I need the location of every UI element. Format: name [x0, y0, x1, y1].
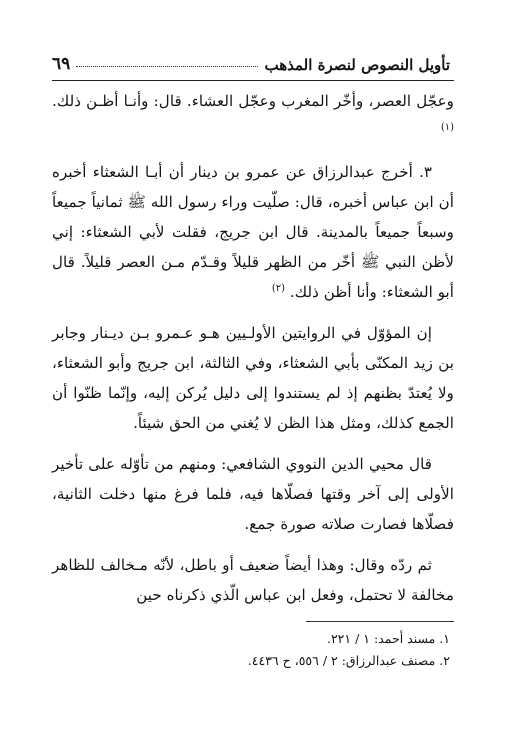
- footnote-reference: (٢): [271, 282, 286, 294]
- paragraph: [52, 318, 454, 438]
- header-rule: [52, 80, 454, 81]
- running-header-title: تأويل النصوص لنصرة المذهب: [264, 56, 450, 74]
- footnote-reference: (١): [440, 121, 454, 133]
- footnote: ٢. مصنف عبدالرزاق: ٢ / ٥٥٦، ح ٤٤٣٦.: [247, 653, 450, 668]
- page-body: [52, 86, 454, 621]
- footnote-separator: [306, 621, 454, 622]
- paragraph-text: ثم ردّه وقال: وهذا أيضاً ضعيف أو باطل، لأنّه مـخالف للظاهر مخالفة لا تحتمل، وفعل ابن عباس الّذي ذكرناه حين: [52, 556, 454, 604]
- paragraph: [52, 157, 454, 307]
- paragraph-text: ٣. أخرج عبدالرزاق عن عمرو بن دينار أن أبـا الشعثاء أخبره أن ابن عباس أخبره، قال: صلّيت وراء رسول الله ﷺ ثمانياً جميعاً وسبعاً جميعاً بالمدينة. قال ابن جريج، فقلت لأبي الشعثاء: إني لأظن النبي ﷺ أخّر من الظهر قليلاً وقـدّم مـن العصر قليلاً. قال أبو الشعثاء: وأنا أظن ذلك.: [52, 163, 454, 301]
- running-header: [52, 44, 450, 74]
- paragraph: [52, 550, 454, 610]
- footnotes: [52, 628, 450, 672]
- paragraph-text: إن المؤوّل في الروايتين الأولـيين هـو عـمرو بـن ديـنار وجابر بن زيد المكنّى بأبي الشعثاء، وفي الثالثة، ابن جريج وأبو الشعثاء، ولا يُعتدّ بظنهم إذ لم يستندوا إلى دليل يُركن إليه، وإنّما ظنّوا أن الجمع كذلك، ومثل هذا الظن لا يُغني من الحق شيئاً.: [52, 324, 454, 432]
- paragraph-text: قال محيي الدين النووي الشافعي: ومنهم من تأوّله على تأخير الأولى إلى آخر وقتها فصلّاها فيه، فلما فرغ منها دخلت الثانية، فصلّاها فصارت صلاته صورة جمع.: [52, 455, 454, 533]
- paragraph: [52, 86, 454, 146]
- paragraph: [52, 449, 454, 539]
- header-dot-leader: [76, 65, 258, 67]
- footnote: ١. مسند أحمد: ١ / ٢٢١.: [326, 631, 450, 646]
- paragraph-text: وعجّل العصر، وأخّر المغرب وعجّل العشاء. قال: وأنـا أظـن ذلك.: [52, 92, 454, 110]
- page-number: ٦٩: [52, 54, 71, 74]
